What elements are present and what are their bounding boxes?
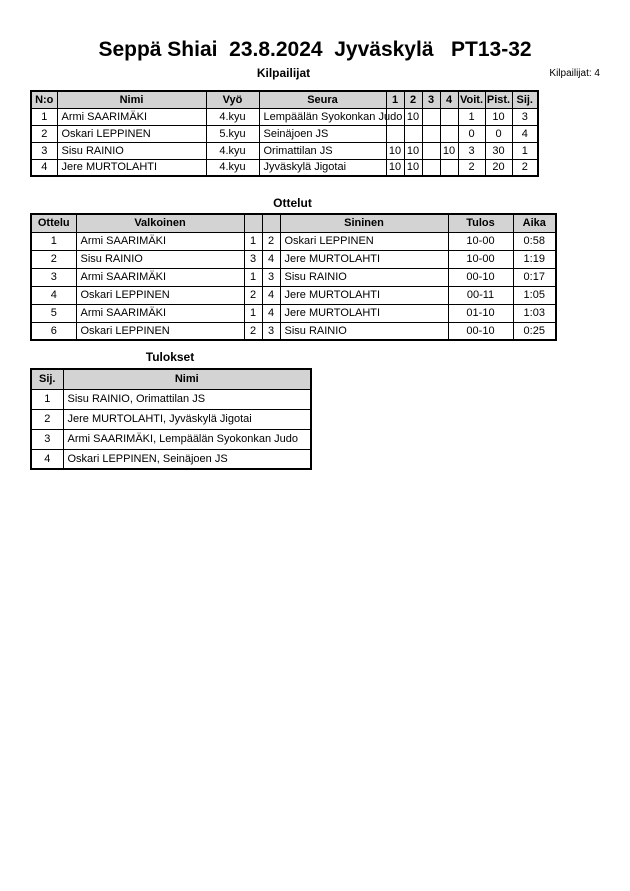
cell-r2: 10 — [404, 108, 422, 125]
col-header-3: 3 — [422, 91, 440, 108]
cell-blue-name: Sisu RAINIO — [280, 268, 448, 286]
cell-aika: 0:17 — [513, 268, 556, 286]
cell-sij: 3 — [512, 108, 538, 125]
col-header-valkoinen: Valkoinen — [76, 214, 244, 232]
cell-sij: 4 — [512, 125, 538, 142]
cell-sij: 2 — [512, 159, 538, 176]
cell-r3 — [422, 142, 440, 159]
cell-voit: 1 — [458, 108, 485, 125]
cell-match-no: 3 — [31, 268, 76, 286]
cell-match-no: 2 — [31, 250, 76, 268]
col-header-2: 2 — [404, 91, 422, 108]
cell-aika: 0:58 — [513, 232, 556, 250]
cell-pist: 0 — [485, 125, 512, 142]
col-header-nimi: Nimi — [63, 369, 311, 389]
col-header-voit: Voit. — [458, 91, 485, 108]
cell-white-name: Oskari LEPPINEN — [76, 322, 244, 340]
cell-blue-no: 2 — [262, 232, 280, 250]
col-header-sij: Sij. — [512, 91, 538, 108]
cell-white-name: Armi SAARIMÄKI — [76, 232, 244, 250]
cell-blue-no: 4 — [262, 286, 280, 304]
cell-sij: 4 — [31, 449, 63, 469]
cell-pist: 30 — [485, 142, 512, 159]
page-title: Seppä Shiai 23.8.2024 Jyväskylä PT13-32 — [98, 38, 532, 61]
ottelut-heading: Ottelut — [273, 196, 312, 210]
cell-white-no: 2 — [244, 286, 262, 304]
col-header-blue-no — [262, 214, 280, 232]
cell-white-no: 1 — [244, 268, 262, 286]
cell-seura: Lempäälän Syokonkan Judo — [259, 108, 386, 125]
table-row — [31, 389, 311, 409]
cell-blue-name: Sisu RAINIO — [280, 322, 448, 340]
table-row — [31, 142, 538, 159]
table-row — [31, 125, 538, 142]
cell-r3 — [422, 108, 440, 125]
cell-blue-no: 3 — [262, 322, 280, 340]
cell-blue-name: Jere MURTOLAHTI — [280, 250, 448, 268]
cell-blue-name: Jere MURTOLAHTI — [280, 304, 448, 322]
cell-nimi: Oskari LEPPINEN, Seinäjoen JS — [63, 449, 311, 469]
cell-r4 — [440, 125, 458, 142]
cell-white-name: Oskari LEPPINEN — [76, 286, 244, 304]
col-header-nimi: Nimi — [57, 91, 206, 108]
cell-vyo: 4.kyu — [206, 142, 259, 159]
cell-sij: 1 — [31, 389, 63, 409]
cell-pist: 10 — [485, 108, 512, 125]
cell-match-no: 5 — [31, 304, 76, 322]
col-header-white-no — [244, 214, 262, 232]
cell-white-no: 3 — [244, 250, 262, 268]
cell-vyo: 5.kyu — [206, 125, 259, 142]
table-row — [31, 409, 311, 429]
cell-r1: 10 — [386, 159, 404, 176]
ottelut-table — [30, 213, 557, 341]
table-header-row — [31, 214, 556, 232]
tulokset-heading: Tulokset — [145, 350, 195, 364]
table-row — [31, 268, 556, 286]
table-row — [31, 250, 556, 268]
col-header-sij: Sij. — [31, 369, 63, 389]
cell-voit: 3 — [458, 142, 485, 159]
cell-r4 — [440, 108, 458, 125]
cell-tulos: 00-10 — [448, 322, 513, 340]
cell-voit: 0 — [458, 125, 485, 142]
cell-blue-no: 4 — [262, 250, 280, 268]
cell-r1 — [386, 125, 404, 142]
kilpailijat-table — [30, 90, 539, 177]
cell-white-no: 1 — [244, 304, 262, 322]
cell-nimi: Sisu RAINIO — [57, 142, 206, 159]
cell-vyo: 4.kyu — [206, 159, 259, 176]
col-header-sininen: Sininen — [280, 214, 448, 232]
cell-nimi: Oskari LEPPINEN — [57, 125, 206, 142]
col-header-pist: Pist. — [485, 91, 512, 108]
cell-r3 — [422, 159, 440, 176]
table-row — [31, 159, 538, 176]
cell-sij: 2 — [31, 409, 63, 429]
cell-match-no: 4 — [31, 286, 76, 304]
cell-match-no: 1 — [31, 232, 76, 250]
table-row — [31, 108, 538, 125]
cell-aika: 1:03 — [513, 304, 556, 322]
table-row — [31, 429, 311, 449]
cell-r2: 10 — [404, 142, 422, 159]
cell-nimi: Armi SAARIMÄKI — [57, 108, 206, 125]
cell-r3 — [422, 125, 440, 142]
cell-nimi: Jere MURTOLAHTI — [57, 159, 206, 176]
col-header-ottelu: Ottelu — [31, 214, 76, 232]
cell-white-no: 2 — [244, 322, 262, 340]
col-header-4: 4 — [440, 91, 458, 108]
cell-blue-name: Jere MURTOLAHTI — [280, 286, 448, 304]
cell-seura: Jyväskylä Jigotai — [259, 159, 386, 176]
cell-r2 — [404, 125, 422, 142]
cell-r4: 10 — [440, 142, 458, 159]
cell-tulos: 10-00 — [448, 250, 513, 268]
cell-pist: 20 — [485, 159, 512, 176]
cell-blue-name: Oskari LEPPINEN — [280, 232, 448, 250]
table-header-row — [31, 91, 538, 108]
cell-blue-no: 4 — [262, 304, 280, 322]
cell-vyo: 4.kyu — [206, 108, 259, 125]
table-row — [31, 232, 556, 250]
cell-tulos: 01-10 — [448, 304, 513, 322]
cell-white-no: 1 — [244, 232, 262, 250]
cell-r2: 10 — [404, 159, 422, 176]
cell-tulos: 00-10 — [448, 268, 513, 286]
cell-no: 4 — [31, 159, 57, 176]
cell-sij: 1 — [512, 142, 538, 159]
cell-white-name: Sisu RAINIO — [76, 250, 244, 268]
cell-voit: 2 — [458, 159, 485, 176]
cell-no: 1 — [31, 108, 57, 125]
cell-r1: 10 — [386, 142, 404, 159]
cell-nimi: Armi SAARIMÄKI, Lempäälän Syokonkan Judo — [63, 429, 311, 449]
cell-no: 3 — [31, 142, 57, 159]
cell-aika: 1:19 — [513, 250, 556, 268]
cell-sij: 3 — [31, 429, 63, 449]
cell-tulos: 10-00 — [448, 232, 513, 250]
table-row — [31, 286, 556, 304]
col-header-seura: Seura — [259, 91, 386, 108]
cell-r4 — [440, 159, 458, 176]
table-header-row — [31, 369, 311, 389]
cell-seura: Orimattilan JS — [259, 142, 386, 159]
col-header-aika: Aika — [513, 214, 556, 232]
cell-blue-no: 3 — [262, 268, 280, 286]
cell-no: 2 — [31, 125, 57, 142]
table-row — [31, 322, 556, 340]
cell-white-name: Armi SAARIMÄKI — [76, 304, 244, 322]
cell-white-name: Armi SAARIMÄKI — [76, 268, 244, 286]
cell-match-no: 6 — [31, 322, 76, 340]
competitors-count-label: Kilpailijat: 4 — [549, 68, 600, 79]
cell-nimi: Jere MURTOLAHTI, Jyväskylä Jigotai — [63, 409, 311, 429]
cell-aika: 1:05 — [513, 286, 556, 304]
kilpailijat-heading: Kilpailijat — [256, 66, 311, 80]
col-header-tulos: Tulos — [448, 214, 513, 232]
col-header-1: 1 — [386, 91, 404, 108]
tulokset-table — [30, 368, 312, 470]
cell-seura: Seinäjoen JS — [259, 125, 386, 142]
col-header-vyo: Vyö — [206, 91, 259, 108]
cell-aika: 0:25 — [513, 322, 556, 340]
table-row — [31, 449, 311, 469]
table-row — [31, 304, 556, 322]
col-header-no: N:o — [31, 91, 57, 108]
cell-tulos: 00-11 — [448, 286, 513, 304]
cell-nimi: Sisu RAINIO, Orimattilan JS — [63, 389, 311, 409]
